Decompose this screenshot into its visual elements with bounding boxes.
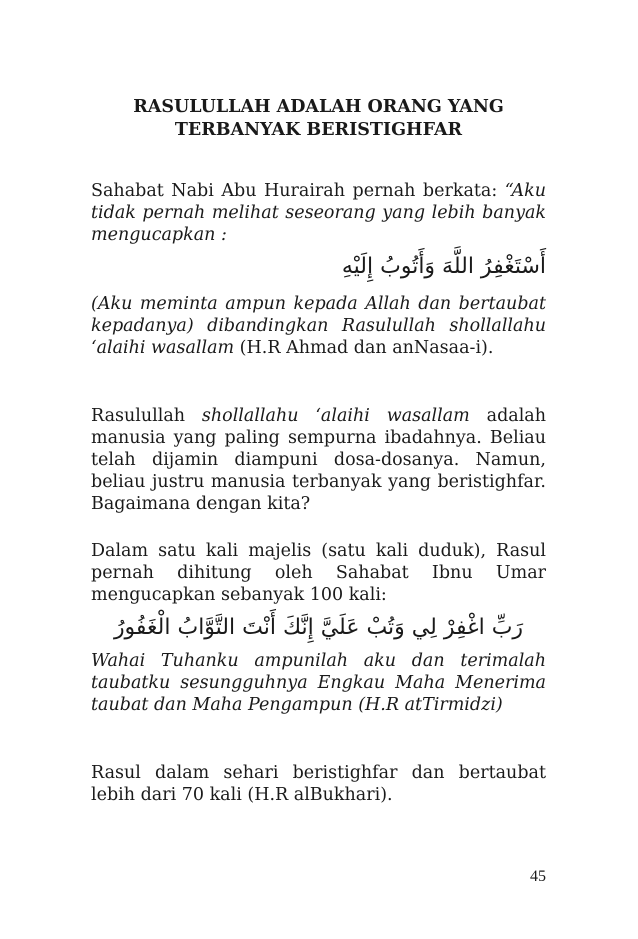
paragraph-rasulullah [91,405,546,515]
translation-text-2: Wahai Tuhanku ampunilah aku dan terimalah taubatku sesungguhnya Engkau Maha Menerima taubat dan Maha Pengampun (H.R atTirmidzi) [91,651,546,715]
quote-text: “Aku tidak pernah melihat seseorang yang lebih banyak mengucapkan : [91,181,546,245]
page-title [91,96,546,142]
paragraph-abu-hurairah [91,180,546,246]
title-line-1: RASULULLAH ADALAH ORANG YANG [133,97,504,117]
paragraph-translation-1 [91,293,546,359]
hadith-source: (H.R Ahmad dan anNasaa-i). [234,338,494,358]
paragraph-seventy-times: Rasul dalam sehari beristighfar dan bertaubat lebih dari 70 kali (H.R alBukhari). [91,763,546,805]
page-number: 45 [530,868,546,885]
book-page [91,0,546,939]
honorific-text: shollallahu ‘alaihi wasallam [201,406,470,426]
paragraph-intro: Sahabat Nabi Abu Hurairah pernah berkata: [91,181,505,201]
arabic-istighfar-1: أَسْتَغْفِرُ اللَّهَ وَأَتُوبُ إِلَيْهِ [341,254,546,279]
paragraph-translation-2 [91,650,546,716]
paragraph-start: Rasulullah [91,406,202,426]
arabic-istighfar-2: رَبِّ اغْفِرْ لِي وَتُبْ عَلَيَّ إِنَّكَ أَنْتَ التَّوَّابُ الْغَفُورُ [113,615,524,640]
title-line-2: TERBANYAK BERISTIGHFAR [174,120,463,140]
paragraph-rest: adalah manusia yang paling sempurna ibadahnya. Beliau telah dijamin diampuni dosa-dosanya. Namun, beliau justru manusia terbanyak yang beristighfar. Bagaimana dengan kita? [91,406,547,514]
paragraph-majelis: Dalam satu kali majelis (satu kali duduk), Rasul pernah dihitung oleh Sahabat Ibnu Umar mengucapkan sebanyak 100 kali: [91,541,546,605]
translation-text: (Aku meminta ampun kepada Allah dan bertaubat kepadanya) dibandingkan Rasulullah shollallahu ‘alaihi wasallam [91,294,546,358]
